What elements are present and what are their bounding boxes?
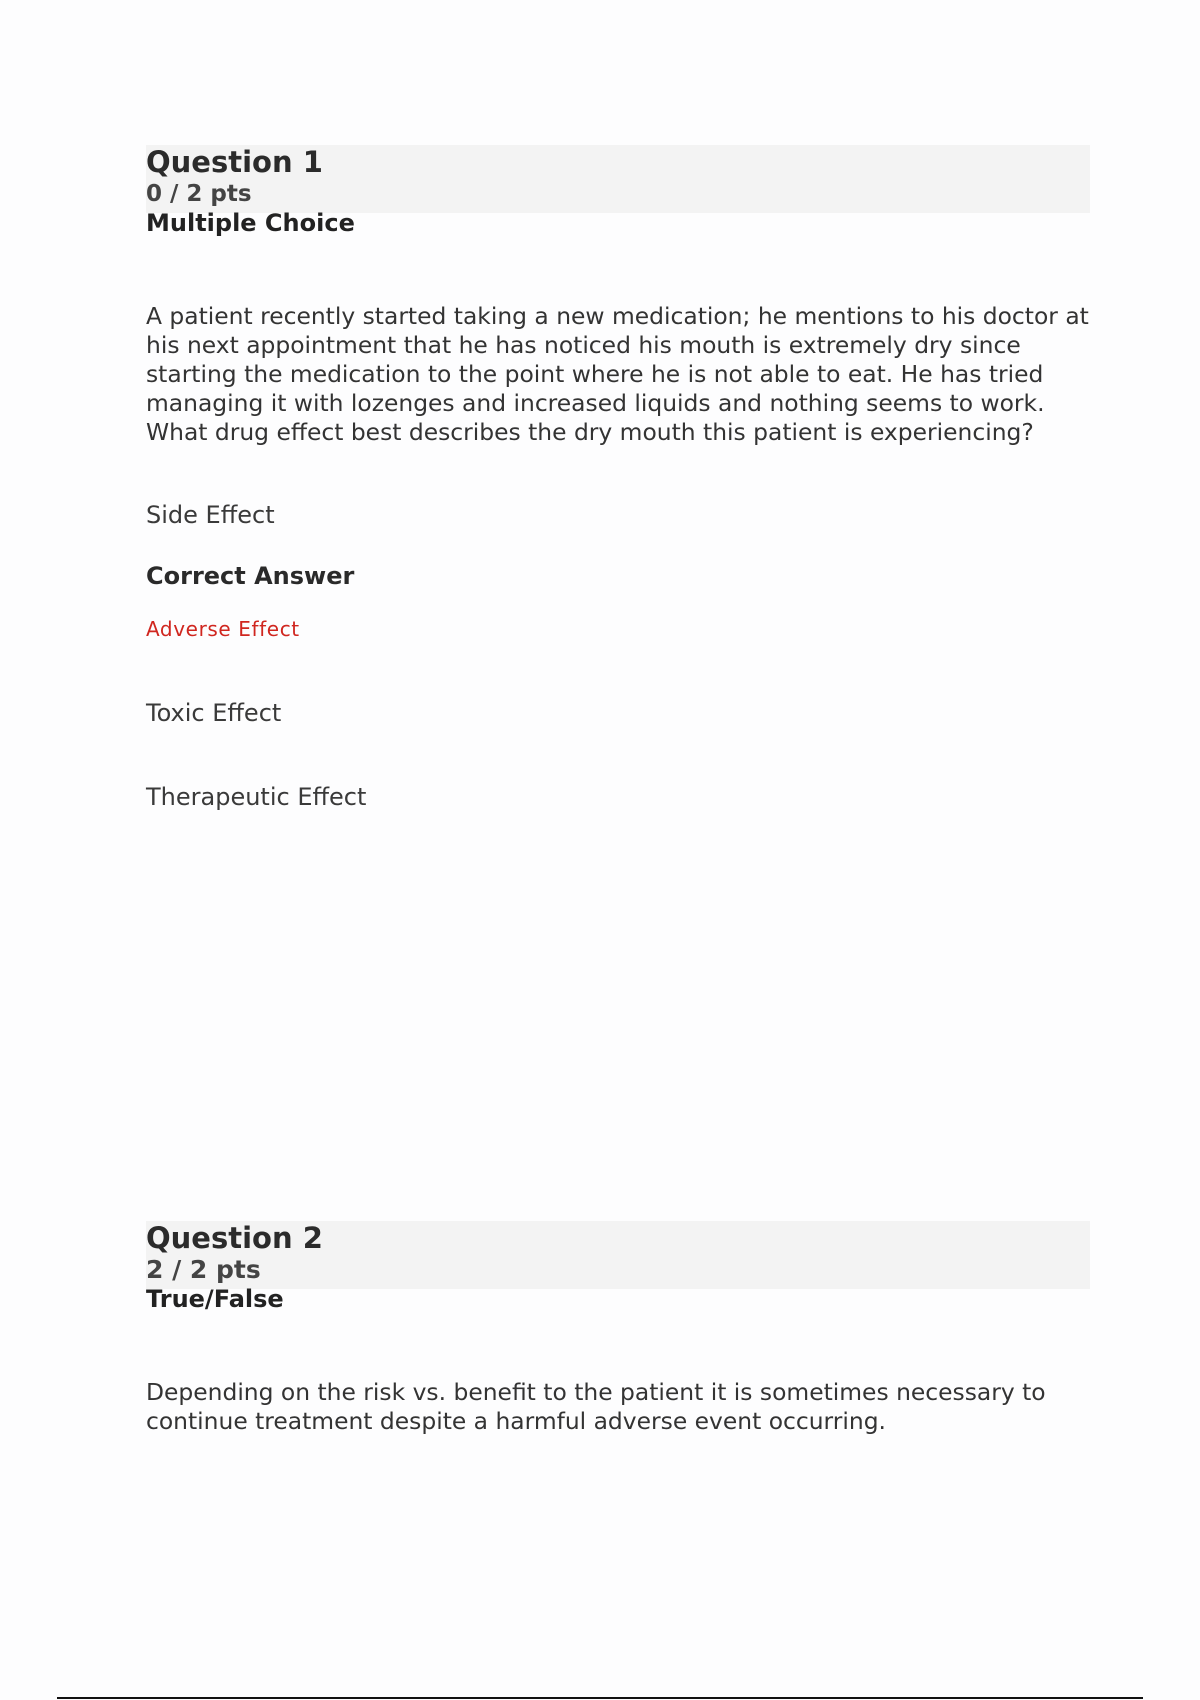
question-1 <box>146 145 1090 811</box>
question-text: A patient recently started taking a new medication; he mentions to his doctor at his next appointment that he has noticed his mouth is extremely dry since starting the medication to the point where he is not able to eat. He has tried managing it with lozenges and increased liquids and nothing seems to work. What drug effect best describes the dry mouth this patient is experiencing? <box>146 302 1089 446</box>
question-2 <box>146 1221 1090 1435</box>
question-points: 2 / 2 pts <box>146 1255 261 1284</box>
question-text: Depending on the risk vs. benefit to the patient it is sometimes necessary to continue treatment despite a harmful adverse event occurring. <box>146 1378 1046 1435</box>
correct-answer-label: Correct Answer <box>146 562 355 590</box>
answer-option-adverse-effect[interactable]: Adverse Effect <box>146 617 300 641</box>
question-points: 0 / 2 pts <box>146 181 252 207</box>
question-title: Question 1 <box>146 145 323 179</box>
question-type: True/False <box>146 1285 284 1313</box>
page-bottom-rule <box>57 1697 1143 1699</box>
answer-option-side-effect[interactable]: Side Effect <box>146 501 275 529</box>
answer-option-therapeutic-effect[interactable]: Therapeutic Effect <box>146 783 367 811</box>
question-header <box>146 1221 1090 1313</box>
answer-option-toxic-effect[interactable]: Toxic Effect <box>146 699 282 727</box>
question-header <box>146 145 1090 237</box>
question-title: Question 2 <box>146 1221 323 1255</box>
question-type: Multiple Choice <box>146 209 355 237</box>
